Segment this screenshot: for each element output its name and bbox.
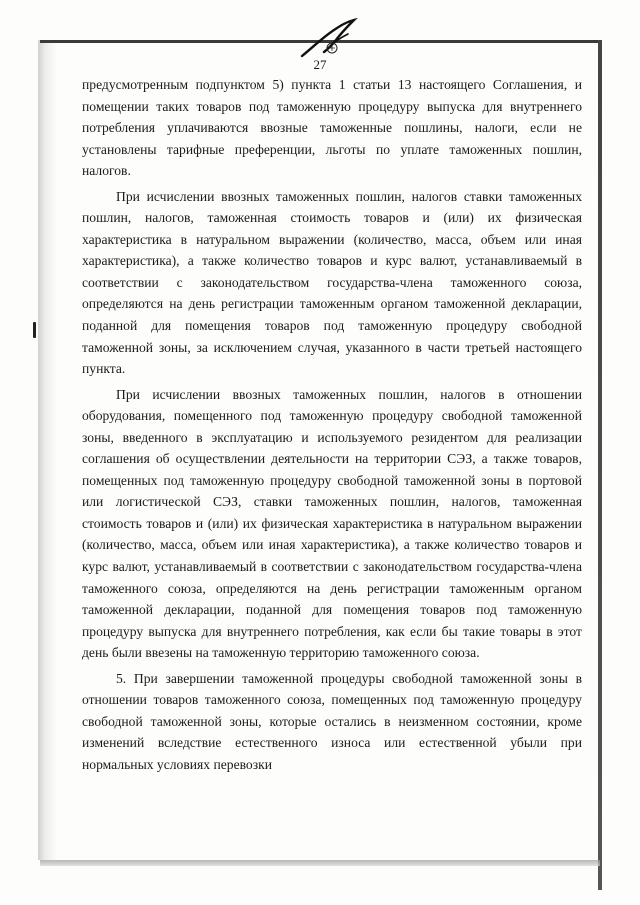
- paragraph-1: предусмотренным подпунктом 5) пункта 1 статьи 13 настоящего Соглашения, и помещении таких товаров под таможенную процедуру выпуска для внутреннего потребления уплачиваются ввозные таможенные пошлины, налоги, если не установлены тарифные преференции, льготы по уплате таможенных пошлин, налогов.: [82, 77, 582, 179]
- margin-mark: [33, 322, 36, 338]
- paragraph-4: 5. При завершении таможенной процедуры свободной таможенной зоны в отношении товаров таможенного союза, помещенных под таможенную процедуру свободной таможенной зоны, которые остались в неизменном состоянии, кроме изменений вследствие естественного износа или естественной убыли при нормальных условиях перевозки: [82, 670, 582, 772]
- handwritten-mark-icon: [298, 18, 358, 60]
- paragraph-3: При исчислении ввозных таможенных пошлин, налогов в отношении оборудования, помещенного под таможенную процедуру свободной таможенной зоны, введенного в эксплуатацию и используемого резидентом для реализации соглашения об осуществлении деятельности на территории СЭЗ, а также товаров, помещенных под таможенную процедуру свободной таможенной зоны в портовой или логистической СЭЗ, ставки таможенных пошлин, налогов, таможенная стоимость товаров и (или) их физическая характеристика в натуральном выражении (количество, масса, объем или иная характеристика), а также количество товаров и курс валют, устанавливаемый в соответствии с законодательством государства-члена таможенного союза, определяются на день регистрации таможенным органом таможенной декларации, поданной для помещения товаров под таможенную процедуру выпуска для внутреннего потребления, как если бы такие товары в этот день были ввезены на таможенную территорию таможенного союза.: [82, 386, 582, 661]
- document-body: [82, 74, 582, 776]
- page-number: 27: [313, 57, 327, 72]
- scan-edge-bottom: [40, 860, 600, 866]
- scan-shadow-left: [38, 40, 58, 860]
- scan-edge-right: [598, 40, 602, 890]
- paragraph-2: При исчислении ввозных таможенных пошлин, налогов ставки таможенных пошлин, налогов, таможенная стоимость товаров и (или) их физическая характеристика в натуральном выражении (количество, масса, объем или иная характеристика), а также количество товаров и курс валют, устанавливаемый в соответствии с законодательством государства-члена таможенного союза, определяются на день регистрации таможенным органом таможенной декларации, поданной для помещения товаров под таможенную процедуру свободной таможенной зоны, за исключением случая, указанного в части третьей настоящего пункта.: [82, 188, 582, 377]
